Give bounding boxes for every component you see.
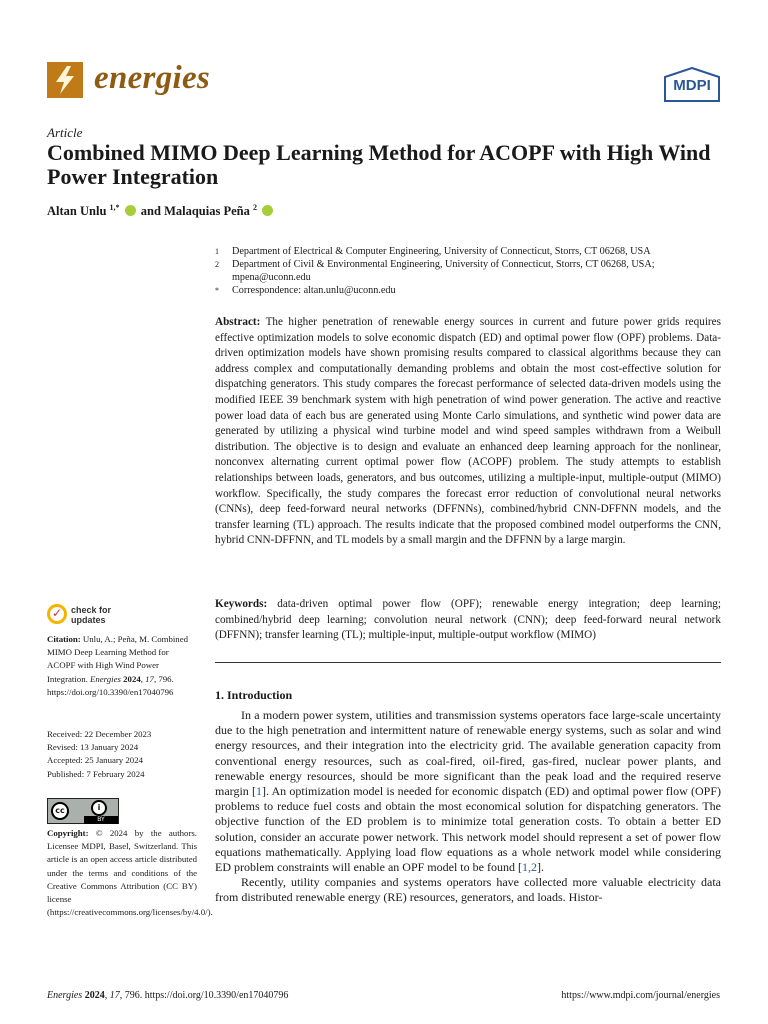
dates-block xyxy=(47,728,197,781)
citation-block: Citation: Unlu, A.; Peña, M. Combined MIMO Deep Learning Method for ACOPF with High Wind Power Integration. Energies 2024, 17, 796. https://doi.org/10.3390/en17040796 xyxy=(47,634,188,697)
keywords xyxy=(215,597,721,644)
cc-by-label: BY xyxy=(84,816,118,824)
paragraph xyxy=(215,708,721,875)
checkmark-icon: ✓ xyxy=(52,606,63,620)
footer-year: 2024 xyxy=(84,990,105,1001)
citation-label: Citation: xyxy=(47,634,81,644)
author-list xyxy=(47,203,275,219)
affiliation-1 xyxy=(215,245,725,258)
citation-link[interactable]: 1,2 xyxy=(521,860,537,875)
copyright-text: © 2024 by the authors. Licensee MDPI, Basel, Switzerland. This article is an open access article distributed under the terms and conditions of the Creative Commons Attribution (CC BY) license (https://creativecommons.org/licenses/by/4.0/). xyxy=(47,828,213,918)
citation-link[interactable]: 1 xyxy=(255,784,262,799)
paragraph-text: ]. An optimization model is needed for economic dispatch (ED) and optimal power flow (OPF) problems to reduce fuel costs and obtain the most economical solution for dispatching generators. The objective function of the ED problem is to minimize total generation costs. To obtain a better ED solution, consider an accurate power network. This network model should represent a set of power flow equations mathematically. Applying load flow equations as a whole network model while considering ED problem constraints will enable an OPF model to be found [ xyxy=(215,784,721,875)
orcid-icon[interactable] xyxy=(262,205,273,216)
journal-logo[interactable] xyxy=(47,62,237,102)
abstract-text: The higher penetration of renewable energy sources in current and future power grids requires effective optimization models to solve economic dispatch (ED) and optimal power flow (OPF) problems. Data-driven optimization models have shown promising results compared to classical algorithms because they can address complex and computationally demanding problems and obtain the most cost-effective solution for dispatching generators. This study compares the forecast performance of selected data-driven models using the modified IEEE 39 benchmark system with high penetration of wind power generation. The active and reactive power load data of each bus are generated using Monte Carlo simulations, and synthetic wind power data are generated by utilizing a physical wind turbine model and wind speed samples withdrawn from a Weibull distribution. The objective is to design and evaluate an enhanced deep learning approach for the nonlinear, nonconvex alternating current optimal power flow (ACOPF) problem. The study attempts to establish relationships between loads, generators, and bus outcomes, utilizing a multiple-input, multiple-output (MIMO) workflow. Specifically, the study compares the forecast error reduction of convolutional neural networks (CNNs), deep feed-forward neural networks (DFFNNs), combined/hybrid CNN-DFFNN models, and the transfer learning (TL) approach. The results indicate that the proposed combined model outperforms the CNN, hybrid CNN-DFFNN, and TL models by a small margin and the DFFNN by a large margin. xyxy=(215,316,721,547)
paragraph: Recently, utility companies and systems operators have collected more valuable electricity data from distributed renewable energy (RE) resources, generators, and loads. Histor- xyxy=(215,875,721,905)
affiliation-2 xyxy=(215,258,725,284)
citation-year: 2024 xyxy=(123,673,141,684)
footer-doi[interactable]: , 796. https://doi.org/10.3390/en17040796 xyxy=(119,990,289,1001)
person-icon: i xyxy=(91,800,107,816)
abstract xyxy=(215,315,721,549)
check-for-updates[interactable] xyxy=(47,604,167,630)
accepted-date: Accepted: 25 January 2024 xyxy=(47,755,144,766)
citation-doi[interactable]: , 796. https://doi.org/10.3390/en17040796 xyxy=(47,673,174,697)
article-type: Article xyxy=(47,125,83,140)
check-updates-line2: updates xyxy=(71,615,106,625)
cc-by-license-badge[interactable] xyxy=(47,798,119,824)
affiliation-mark: 2 xyxy=(215,260,219,269)
article-title: Combined MIMO Deep Learning Method for ACOPF with High Wind Power Integration xyxy=(47,140,711,189)
affiliation-text: Department of Civil & Environmental Engineering, University of Connecticut, Storrs, CT 06268, USA; mpena@uconn.edu xyxy=(232,259,655,283)
footer-journal-url[interactable]: https://www.mdpi.com/journal/energies xyxy=(561,990,720,1001)
keywords-text: data-driven optimal power flow (OPF); renewable energy integration; deep learning; combined/hybrid deep learning; convolution neural network (CNN); deep feed-forward neural network (DFFNN); transfer learning (TL); multiple-input, multiple-output workflow (MIMO) xyxy=(215,598,721,642)
abstract-label: Abstract: xyxy=(215,316,261,328)
copyright-label: Copyright: xyxy=(47,828,89,838)
copyright-block xyxy=(47,827,213,919)
affiliation-mark: 1 xyxy=(215,247,219,256)
correspondence-text: Correspondence: altan.unlu@uconn.edu xyxy=(232,285,396,296)
publisher-name: MDPI xyxy=(673,77,711,94)
keywords-label: Keywords: xyxy=(215,598,268,610)
check-updates-line1: check for xyxy=(71,605,112,615)
paragraph-text: ]. xyxy=(536,860,544,875)
journal-name: energies xyxy=(94,60,211,96)
publisher-logo[interactable] xyxy=(664,67,720,103)
revised-date: Revised: 13 January 2024 xyxy=(47,742,139,753)
affiliation-mark: * xyxy=(215,286,219,295)
paragraph-text: In a modern power system, utilities and transmission systems operators face large-scale uncertainty due to the high penetration and intermittent nature of renewable energy systems, such as solar and wind energy resources, and their integration into the electricity grid. The available generation capacity from conventional energy resources, such as coal-fired, oil-fired, gas-fired, nuclear power plants, and renewable energy resources, should be more significant than the peak load and the required reserve margin [ xyxy=(215,708,721,799)
author-connector: and xyxy=(140,204,161,219)
section-heading: 1. Introduction xyxy=(215,688,293,702)
author-1[interactable]: Altan Unlu xyxy=(47,204,107,219)
author-2-affiliation: 2 xyxy=(252,203,257,212)
citation-text: Unlu, A.; Peña, M. Combined MIMO Deep Learning Method for ACOPF with High Wind Power Integration. xyxy=(47,634,188,684)
lightning-icon xyxy=(47,62,83,98)
author-2[interactable]: Malaquias Peña xyxy=(164,204,250,219)
section-divider xyxy=(215,662,721,663)
received-date: Received: 22 December 2023 xyxy=(47,729,152,739)
citation-journal: Energies xyxy=(90,673,121,684)
published-date: Published: 7 February 2024 xyxy=(47,768,145,779)
affiliation-text: Department of Electrical & Computer Engineering, University of Connecticut, Storrs, CT 06268, USA xyxy=(232,246,651,257)
introduction-body xyxy=(215,708,721,906)
correspondence xyxy=(215,284,725,297)
footer-volume: 17 xyxy=(109,990,120,1001)
footer-citation: Energies 2024, 17, 796. https://doi.org/10.3390/en17040796 xyxy=(47,990,289,1001)
author-1-affiliation: 1,* xyxy=(109,203,120,212)
footer-journal: Energies xyxy=(47,990,83,1001)
cc-icon: cc xyxy=(51,802,69,820)
orcid-icon[interactable] xyxy=(125,205,136,216)
citation-volume: 17 xyxy=(145,673,154,684)
